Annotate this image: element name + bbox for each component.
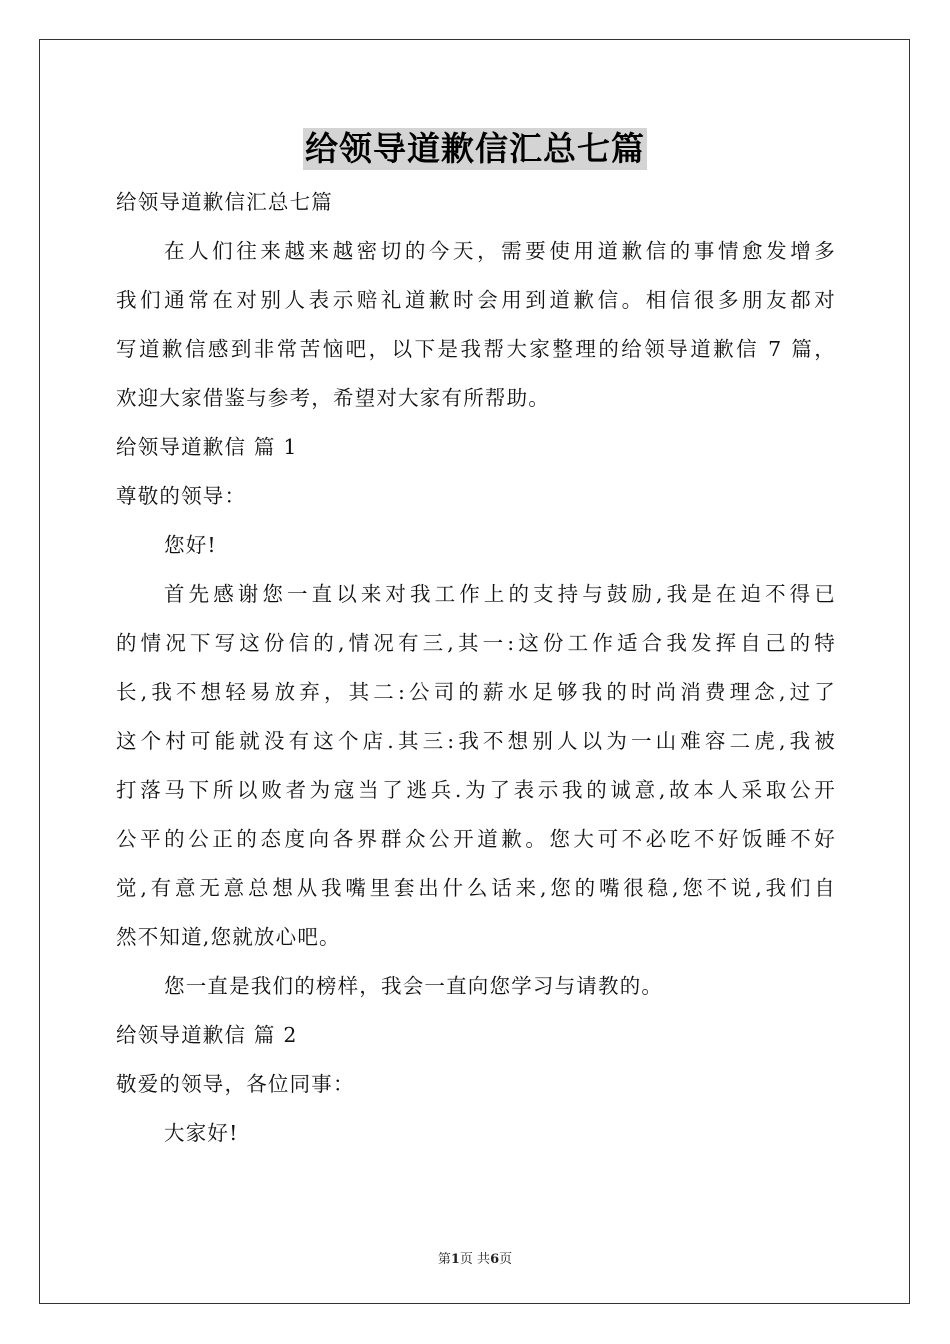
text-line: 给领导道歉信汇总七篇 bbox=[116, 190, 333, 214]
text-line: 欢迎大家借鉴与参考，希望对大家有所帮助。 bbox=[116, 386, 550, 410]
text-line: 您好! bbox=[164, 533, 217, 557]
footer-suffix: 页 bbox=[499, 1252, 513, 1267]
text-line: 的情况下写这份信的,情况有三,其一:这份工作适合我发挥自己的特 bbox=[116, 631, 836, 655]
text-line: 长,我不想轻易放弃，其二:公司的薪水足够我的时尚消费理念,过了 bbox=[116, 680, 836, 704]
text-line: 然不知道,您就放心吧。 bbox=[116, 925, 341, 949]
text-line: 我们通常在对别人表示赔礼道歉时会用到道歉信。相信很多朋友都对 bbox=[116, 288, 836, 312]
footer-current-page: 1 bbox=[450, 1252, 460, 1267]
page-footer bbox=[0, 1248, 950, 1267]
text-line: 给领导道歉信 篇 1 bbox=[116, 435, 298, 459]
text-line: 尊敬的领导： bbox=[116, 484, 247, 508]
text-line: 公平的公正的态度向各界群众公开道歉。您大可不必吃不好饭睡不好 bbox=[116, 827, 836, 851]
footer-mid: 页 共 bbox=[459, 1252, 491, 1267]
text-line: 敬爱的领导，各位同事： bbox=[116, 1072, 355, 1096]
document-title: 给领导道歉信汇总七篇 bbox=[305, 129, 645, 168]
text-line: 给领导道歉信 篇 2 bbox=[116, 1023, 298, 1047]
text-line: 写道歉信感到非常苦恼吧，以下是我帮大家整理的给领导道歉信 7 篇， bbox=[116, 337, 836, 361]
text-line: 您一直是我们的榜样，我会一直向您学习与请教的。 bbox=[164, 974, 664, 998]
document-body bbox=[116, 178, 836, 1158]
text-line: 打落马下所以败者为寇当了逃兵.为了表示我的诚意,故本人采取公开 bbox=[116, 778, 836, 802]
title-wrap bbox=[0, 128, 950, 170]
text-line: 大家好! bbox=[164, 1121, 239, 1145]
text-line: 觉,有意无意总想从我嘴里套出什么话来,您的嘴很稳,您不说,我们自 bbox=[116, 876, 836, 900]
footer-prefix: 第 bbox=[437, 1252, 451, 1267]
text-line: 这个村可能就没有这个店.其三:我不想别人以为一山难容二虎,我被 bbox=[116, 729, 836, 753]
text-line: 在人们往来越来越密切的今天，需要使用道歉信的事情愈发增多 bbox=[164, 239, 836, 263]
footer-total-pages: 6 bbox=[490, 1252, 500, 1267]
text-line: 首先感谢您一直以来对我工作上的支持与鼓励,我是在迫不得已 bbox=[164, 582, 836, 606]
